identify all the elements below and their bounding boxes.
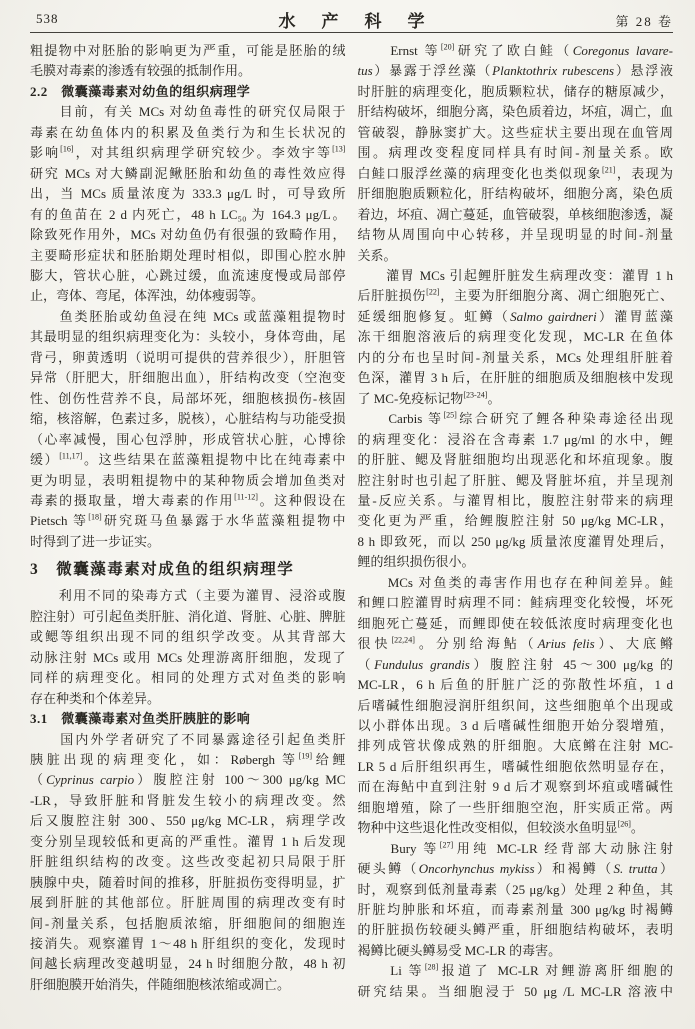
left-column xyxy=(30,41,346,1029)
text-line: 异常（肝肥大，肝细胞出血），肝结构改变（空泡变 xyxy=(30,370,346,386)
text-line: 性、创伤性营养不良，局部坏死，细胞核损伤-核固 xyxy=(30,390,346,406)
text-line: 8 h 即致死，而以 250 μg/kg 质量浓度灌胃处理后， xyxy=(357,533,673,549)
text-line: Carbis 等[25]综合研究了鲤各种染毒途径出现 xyxy=(357,410,673,427)
text-line: Bury 等[27]用纯 MC-LR 经背部大动脉注射 xyxy=(357,840,673,856)
right-column xyxy=(358,41,674,1029)
text-line: 白鲑口服浮丝藻的病理变化也类似现象[21]，表现为 xyxy=(357,165,673,181)
text-line: 展到肝脏的其他部位。肝脏周围的病理改变有时 xyxy=(30,895,346,911)
text-line: 的肝脏损伤较硬头鳟严重，肝细胞结构破坏，表明 xyxy=(357,922,673,938)
text-line: 背弓，卵黄透明（说明可提供的营养很少），肝胆管 xyxy=(30,349,346,365)
text-line: 主要畸形症状和胚胎期处理时相似，即围心腔水肿 xyxy=(30,247,346,263)
section-heading-3: 3 微囊藻毒素对成鱼的组织病理学 xyxy=(30,561,295,579)
text-line: 毒素在幼鱼体内的积累及鱼类行为和生长状况的 xyxy=(30,124,346,140)
text-line: -LR，导致肝脏和肾脏发生较小的病理改变。然 xyxy=(30,792,346,808)
body-columns xyxy=(30,41,673,1029)
text-line: 同样的病理变化。相同的处理方式对鱼类的影响 xyxy=(30,670,346,686)
text-line: 缩，核溶解，色素过多，脱核），心脏结构与功能受损 xyxy=(30,411,346,427)
text-line: 后又腹腔注射 300、550 μg/kg MC-LR，病理学改 xyxy=(30,813,346,829)
text-line: 利用不同的染毒方式（主要为灌胃、浸浴或腹 xyxy=(30,588,346,604)
text-line: 时，观察到低剂量毒素（25 μg/kg）处理 2 种鱼，其 xyxy=(357,881,673,897)
text-line: 动脉注射 MCs 或用 MCs 处理游离肝细胞，发现了 xyxy=(30,649,346,665)
section-heading-3-1: 3.1 微囊藻毒素对鱼类肝胰脏的影响 xyxy=(30,711,251,727)
page-number: 538 xyxy=(36,11,59,26)
text-line: 后肝脏损伤[22]，主要为肝细胞分离、凋亡细胞死亡、 xyxy=(357,288,673,304)
text-line: 排列成管状像成熟的肝细胞。大底鳉在注射 MC- xyxy=(357,738,673,754)
text-line: 存在种类和个体差异。 xyxy=(30,690,161,706)
text-line: Ernst 等[20]研究了欧白鲑（Coregonus lavare- xyxy=(357,42,673,58)
text-line: 缓）[11,17]。这些结果在蓝藻粗提物中比在纯毒素中 xyxy=(30,451,346,468)
text-line: 胰脏出现的病理变化，如：Røbergh 等[19]给鲤 xyxy=(30,751,346,767)
text-line: 肝脏均肿胀和坏疽，而毒素剂量 300 μg/kg 时褐鳟 xyxy=(357,902,673,918)
text-line: 接消失。观察灌胃 1～48 h 肝组织的变化，发现时 xyxy=(30,936,346,952)
text-line: 量-反应关系。与灌胃相比，腹腔注射带来的病理 xyxy=(357,492,673,508)
text-line: 国内外学者研究了不同暴露途径引起鱼类肝 xyxy=(30,731,346,747)
text-line: 出，当 MCs 质量浓度为 333.3 μg/L 时，可导致所 xyxy=(30,186,346,202)
text-line: 灌胃 MCs 引起鲤肝脏发生病理改变：灌胃 1 h xyxy=(357,267,673,283)
text-line: 褐鳟比硬头鳟易受 MC-LR 的毒害。 xyxy=(357,942,562,958)
text-line: 间越长病理改变越明显，24 h 时细胞分散，48 h 初 xyxy=(30,956,346,972)
text-line: 腔注射）可引起鱼类肝脏、消化道、肾脏、心脏、脾脏 xyxy=(30,608,346,624)
section-heading-2-2: 2.2 微囊藻毒素对幼鱼的组织病理学 xyxy=(30,83,251,99)
text-line: MCs 对鱼类的毒害作用也存在种间差异。鲑 xyxy=(357,574,673,590)
text-line: 时肝脏的病理变化，胞质颗粒状，储存的糖原减少， xyxy=(357,83,673,99)
text-line: 腔注射时也引起了肝脏、鳃及肾脏坏疽，并呈现剂 xyxy=(357,472,673,488)
text-line: 膨大，管状心脏，心跳过缓，血流速度慢或局部停 xyxy=(30,267,346,283)
text-line: 硬头鳟（Oncorhynchus mykiss）和褐鳟（S. trutta） xyxy=(357,861,673,877)
text-line: （Cyprinus carpio）腹腔注射 100～300 μg/kg MC xyxy=(30,772,346,788)
text-line: 止，弯体、弯尾，体浑浊，幼体瘦弱等。 xyxy=(30,288,265,304)
text-line: 物种中这些退化性改变相似，但较淡水鱼明显[26]。 xyxy=(357,819,644,836)
text-line: 而在海鲇中直到注射 9 d 后才观察到坏疽或嗜碱性 xyxy=(357,779,673,795)
text-line: 胰腺中央，随着时间的推移，肝脏损伤变得明显，扩 xyxy=(30,874,346,890)
header-rule xyxy=(30,32,673,33)
text-line: 毒素的摄取量，增大毒素的作用[11-12]。这种假设在 xyxy=(30,492,346,508)
text-line: 目前，有关 MCs 对幼鱼毒性的研究仅局限于 xyxy=(30,104,346,120)
text-line: 色深，灌胃 3 h 后，在肝脏的细胞质及细胞核中发现 xyxy=(357,370,673,386)
text-line: 细胞增殖，除了一些肝细胞空泡，肝实质正常。两 xyxy=(357,799,673,815)
text-line: 有的鱼苗在 2 d 内死亡，48 h LC₅₀ 为 164.3 μg/L。 xyxy=(30,206,346,222)
text-line: MC-LR，6 h 后鱼的肝脏广泛的弥散性坏疽，1 d xyxy=(357,677,673,693)
text-line: Li 等[28]报道了 MC-LR 对鲤游离肝细胞的 xyxy=(357,963,673,979)
text-line: 变化更为严重，给鲤腹腔注射 50 μg/kg MC-LR， xyxy=(357,513,673,529)
text-line: 研究 MCs 对大鳞副泥鳅胚胎和幼鱼的毒性效应得 xyxy=(30,165,346,181)
text-line: 管破裂，静脉窦扩大。这些症状主要出现在血管周 xyxy=(357,124,673,140)
text-line: 影响[16]，对其组织病理学研究较少。李效宇等[13] xyxy=(30,144,346,161)
text-line: 了 MC-免疫标记物[23-24]。 xyxy=(357,390,501,406)
text-line: 围。病理改变程度同样具有时间-剂量关系。欧 xyxy=(357,145,673,161)
text-line: 肝脏组织结构的改变。这些改变起初只局限于肝 xyxy=(30,854,346,870)
text-line: 粗提物中对胚胎的影响更为严重，可能是胚胎的绒 xyxy=(30,43,346,58)
text-line: 肝结构破坏，细胞分离，染色质着边，坏疽，凋亡，血 xyxy=(357,104,673,120)
text-line: （Fundulus grandis）腹腔注射 45～300 μg/kg 的 xyxy=(357,656,673,672)
text-line: 以小群体出现。3 d 后嗜碱性细胞开始分裂增殖， xyxy=(357,717,673,733)
text-line: 鲤的组织损伤很小。 xyxy=(357,554,475,570)
text-line: 着边，坏疽、凋亡蔓延，血管破裂，单核细胞渗透，凝 xyxy=(357,206,673,222)
text-line: tus）暴露于浮丝藻（Planktothrix rubescens）悬浮液 xyxy=(357,63,673,79)
text-line: 鱼类胚胎或幼鱼浸在纯 MCs 或蓝藻粗提物时 xyxy=(30,308,346,324)
volume-label: 第 28 卷 xyxy=(615,14,673,29)
text-line: 肝细胞膜开始消失，伴随细胞核浓缩或凋亡。 xyxy=(30,976,291,992)
text-line: LR 5 d 后肝组织再生，嗜碱性细胞依然明显存在， xyxy=(357,758,673,774)
text-line: 很快[22,24]。分别给海鲇（Arius felis）、大底鳉 xyxy=(357,635,673,652)
page-header xyxy=(30,7,673,29)
text-line: 更为明显，表明粗提物中的某种物质会增加鱼类对 xyxy=(30,472,346,488)
text-line: 毛膜对毒素的渗透有较强的抵制作用。 xyxy=(30,63,252,79)
text-line: 延缓细胞修复。虹鳟（Salmo gairdneri）灌胃蓝藻 xyxy=(357,308,673,324)
text-line: 其最明显的组织病理变化为：头较小，身体弯曲，尾 xyxy=(30,329,346,345)
text-line: 细胞死亡蔓延，而鲤即使在较低浓度时病理变化也 xyxy=(357,615,673,631)
text-line: 结物从周围向中心转移，并呈现明显的时间-剂量 xyxy=(357,227,673,243)
text-line: 变分别呈现较低和更高的严重性。灌胃 1 h 后发现 xyxy=(30,833,346,849)
text-line: 间-剂量关系，包括胞质浓缩，肝细胞间的细胞连 xyxy=(30,915,346,931)
text-line: 或鳃等组织出现不同的组织学改变。从其背部大 xyxy=(30,629,346,645)
text-line: 的肝脏、鳃及肾脏细胞均出现恶化和坏疽现象。腹 xyxy=(357,452,673,468)
text-line: 关系。 xyxy=(357,247,397,263)
text-line: 的病理变化：浸浴在含毒素 1.7 μg/ml 的水中，鲤 xyxy=(357,431,673,447)
text-line: 内的分布也呈时间-剂量关系，MCs 处理组肝脏着 xyxy=(357,349,673,365)
journal-title: 水产科学 xyxy=(278,12,451,31)
text-line: 研究结果。当细胞浸于 50 μg /L MC-LR 溶液中 xyxy=(357,983,673,999)
text-line: 肝细胞胞质颗粒化，肝结构破坏，细胞分离，染色质 xyxy=(357,186,673,202)
text-line: 除致死作用外，MCs 对幼鱼仍有很强的致畸作用， xyxy=(30,227,346,243)
text-line: 时得到了进一步证实。 xyxy=(30,533,161,549)
text-line: （心率减慢，围心包浮肿，形成管状心脏，心博徐 xyxy=(30,431,346,447)
text-line: 后嗜碱性细胞浸润肝组织间，这些细胞单个出现或 xyxy=(357,697,673,713)
text-line: Pietsch 等[18]研究斑马鱼暴露于水华蓝藻粗提物中 xyxy=(30,513,346,529)
text-line: 和鲤口腔灌胃时病理不同：鲑病理变化较慢，坏死 xyxy=(357,595,673,611)
text-line: 冻干细胞溶液后的病理变化发现，MC-LR 在鱼体 xyxy=(357,329,673,345)
